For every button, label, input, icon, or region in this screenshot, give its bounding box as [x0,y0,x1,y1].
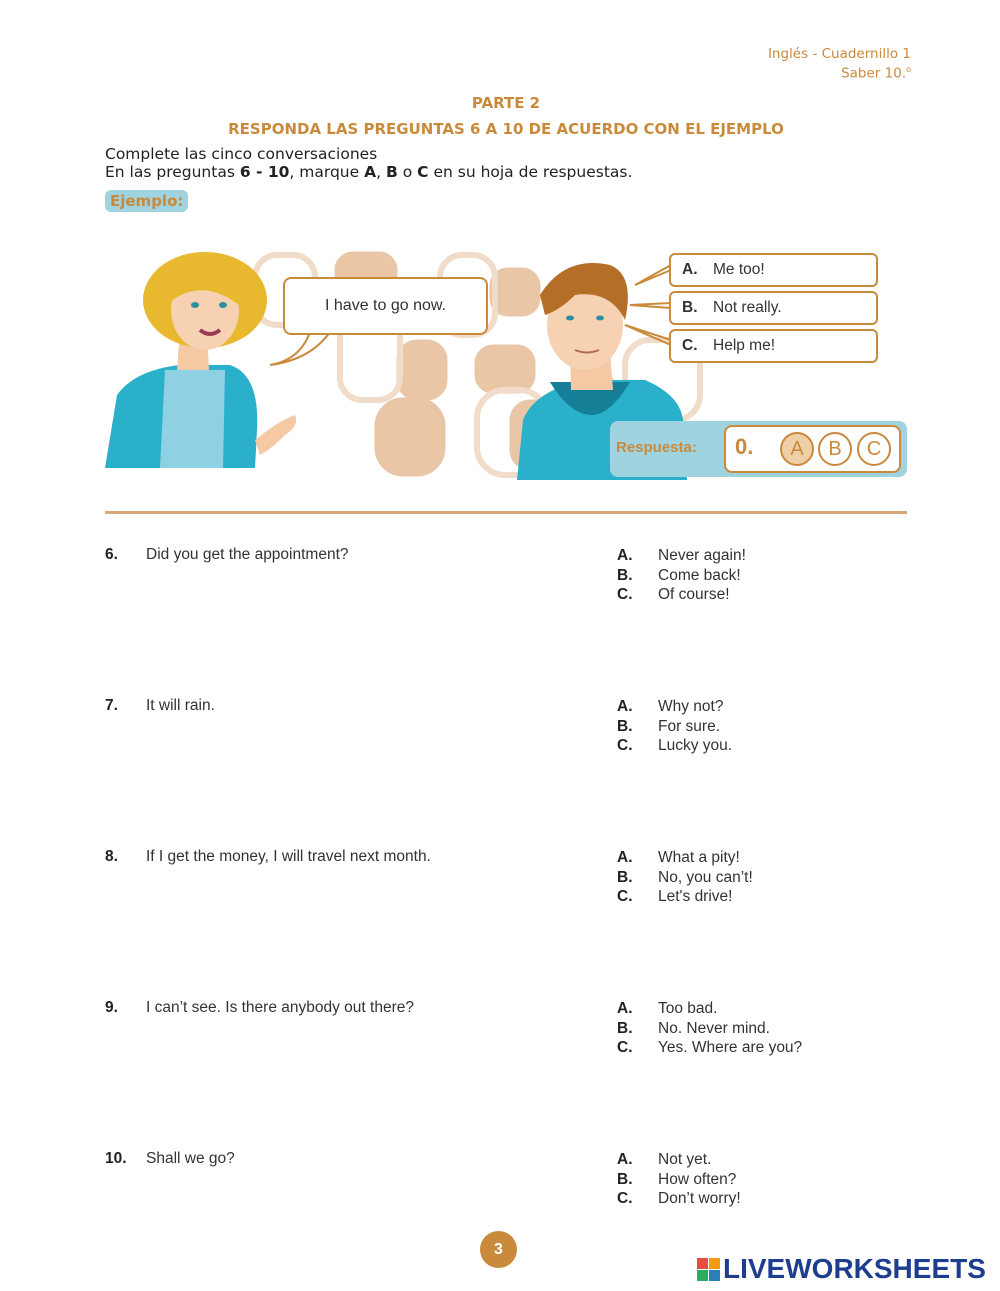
logo-square [697,1270,708,1281]
answer-choice-c[interactable]: C [857,432,891,466]
question-10-text: Shall we go? [146,1150,235,1167]
answer-choice-b[interactable]: B [818,432,852,466]
part-title: PARTE 2 [471,94,541,112]
option[interactable]: B. No. Never mind. [617,1019,770,1037]
question-9-options [617,999,802,1058]
question-7-options [617,697,732,756]
page-number: 3 [480,1231,517,1268]
question-7-text: It will rain. [146,697,215,714]
instructions [105,145,632,181]
option[interactable]: A. Too bad. [617,1000,718,1017]
question-8-text: If I get the money, I will travel next month. [146,848,431,865]
liveworksheets-logo[interactable] [697,1254,986,1284]
part-subtitle: RESPONDA LAS PREGUNTAS 6 A 10 DE ACUERDO CON EL EJEMPLO [228,120,784,138]
question-9-number: 9. [105,999,118,1016]
option[interactable]: C. Lucky you. [617,737,733,755]
example-option-b: B. Not really. [669,291,878,325]
brand-name: LIVEWORKSHEETS [723,1253,986,1284]
option[interactable]: A. Never again! [617,547,746,564]
question-6-number: 6. [105,546,118,563]
option[interactable]: C. Yes. Where are you? [617,1039,803,1057]
logo-squares-icon [697,1258,720,1281]
speech-bubble: I have to go now. [283,277,488,335]
section-divider [105,511,907,514]
instructions-line-1: Complete las cinco conversaciones [105,145,378,163]
question-8-options [617,848,753,907]
option[interactable]: C. Of course! [617,586,730,604]
booklet-header [768,46,911,82]
option[interactable]: B. No, you can’t! [617,868,753,886]
question-7-number: 7. [105,697,118,714]
booklet-level: Saber 10.$^o$ [841,65,911,82]
example-option-a: A. Me too! [669,253,878,287]
question-10-number: 10. [105,1150,127,1167]
logo-square [709,1270,720,1281]
question-8-number: 8. [105,848,118,865]
option[interactable]: B. How often? [617,1170,737,1188]
option[interactable]: B. For sure. [617,717,721,735]
option[interactable]: A. What a pity! [617,849,740,866]
example-label: Ejemplo: [105,190,188,212]
booklet-title: Inglés - Cuadernillo 1 [767,46,911,62]
option[interactable]: A. Why not? [617,698,724,715]
answer-label: Respuesta: [616,439,697,456]
option[interactable]: B. Come back! [617,566,741,584]
question-10-options [617,1150,741,1209]
answer-number: 0. [735,434,754,459]
question-6-text: Did you get the appointment? [146,546,349,563]
instructions-line-2: En las preguntas 6 - 10, marque A, B o C en su hoja de respuestas. [105,163,633,181]
answer-choice-a[interactable]: A [780,432,814,466]
option[interactable]: C. Don’t worry! [617,1190,741,1208]
logo-square [697,1258,708,1269]
question-6-options [617,546,746,605]
logo-square [709,1258,720,1269]
example-option-c: C. Help me! [669,329,878,363]
option[interactable]: C. Let's drive! [617,888,733,906]
woman-figure [105,252,296,468]
option[interactable]: A. Not yet. [617,1151,712,1168]
question-9-text: I can’t see. Is there anybody out there? [146,999,414,1016]
